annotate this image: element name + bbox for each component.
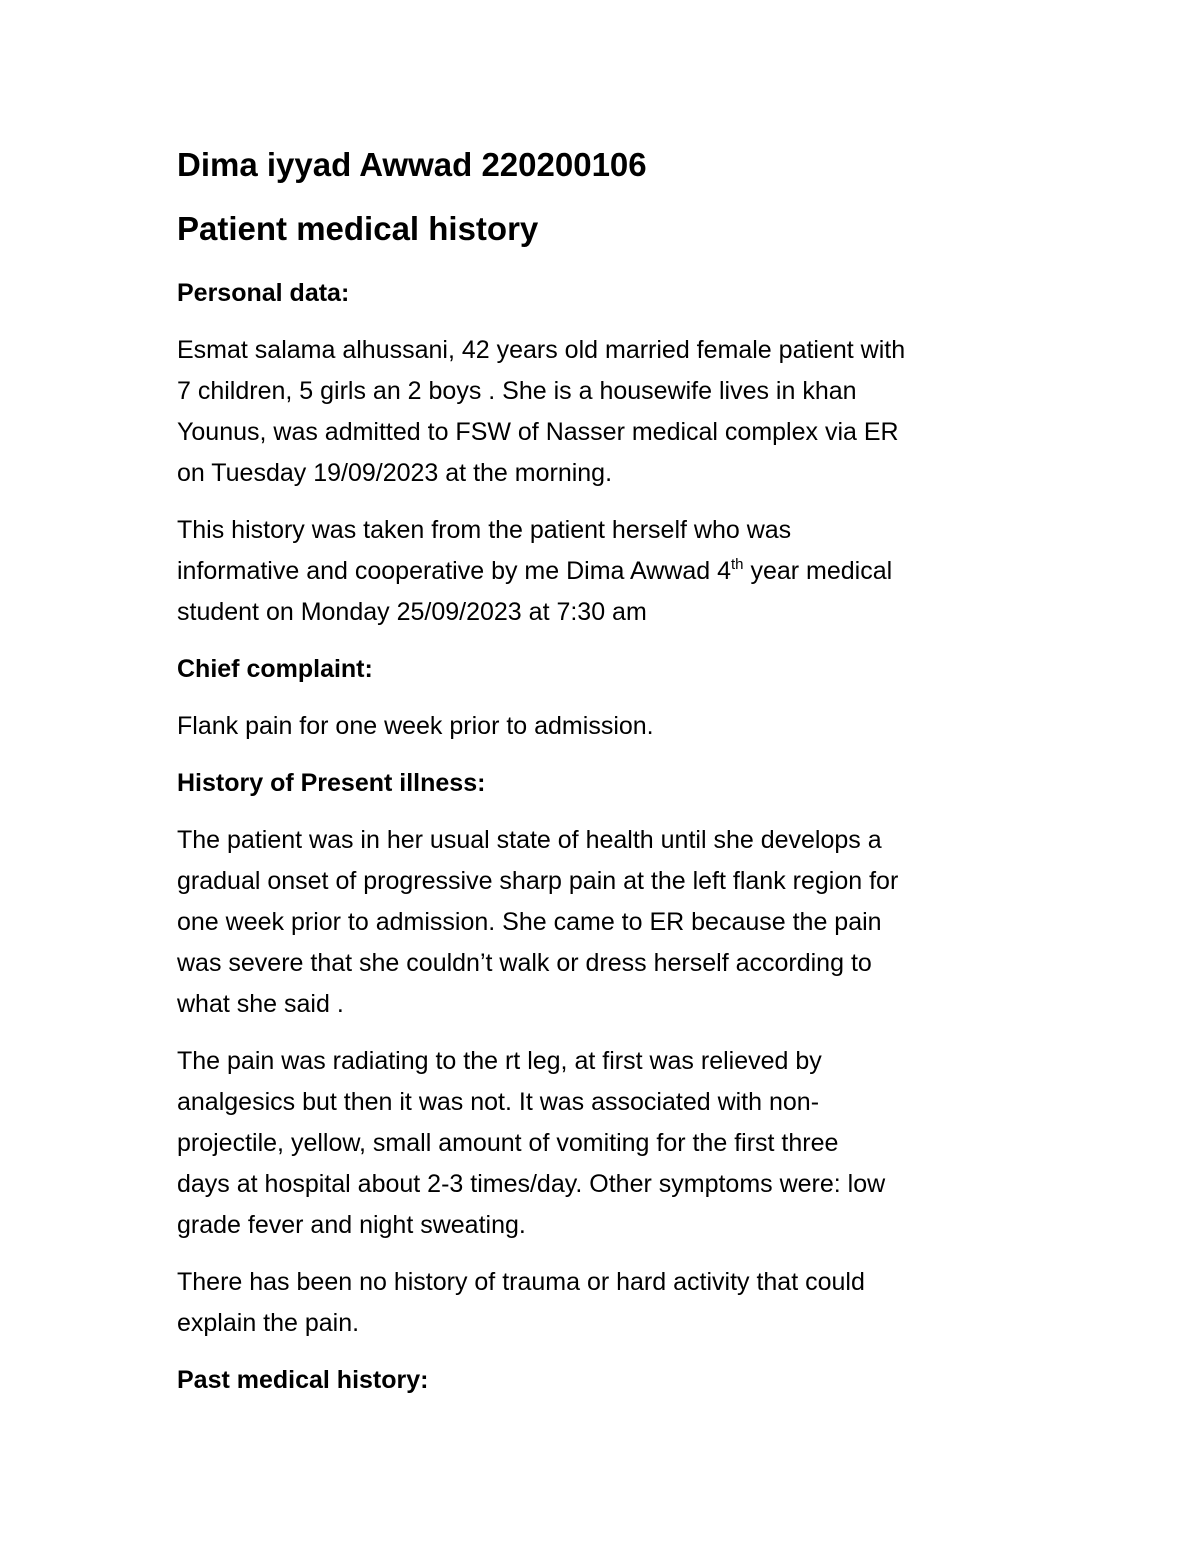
personal-data-paragraph: [177, 330, 1027, 494]
text-line: The pain was radiating to the rt leg, at first was relieved by: [177, 1047, 822, 1075]
hpi-heading: History of Present illness:: [177, 769, 486, 797]
text-line: Esmat salama alhussani, 42 years old married female patient with: [177, 336, 906, 364]
text-line: [177, 551, 1027, 592]
document-body: [177, 143, 1027, 1417]
text-line: The patient was in her usual state of health until she develops a: [177, 826, 882, 854]
chief-complaint-paragraph: [177, 706, 1027, 747]
text-line: gradual onset of progressive sharp pain at the left flank region for: [177, 867, 899, 895]
text-fragment: informative and cooperative by me Dima Awwad 4: [177, 557, 731, 585]
chief-complaint-heading: Chief complaint:: [177, 655, 373, 683]
text-line: grade fever and night sweating.: [177, 1211, 526, 1239]
past-medical-history-heading: Past medical history:: [177, 1366, 429, 1394]
text-line: Flank pain for one week prior to admission.: [177, 712, 654, 740]
author-line: Dima iyyad Awwad 220200106: [177, 146, 647, 183]
text-line: Younus, was admitted to FSW of Nasser medical complex via ER: [177, 418, 899, 446]
ordinal-superscript: th: [730, 556, 744, 573]
text-line: analgesics but then it was not. It was associated with non-: [177, 1088, 820, 1116]
history-source-paragraph: [177, 510, 1027, 633]
hpi-paragraph-3: [177, 1262, 1027, 1344]
hpi-paragraph-2: [177, 1041, 1027, 1246]
text-line: was severe that she couldn’t walk or dress herself according to: [177, 949, 872, 977]
hpi-paragraph-1: [177, 820, 1027, 1025]
text-line: 7 children, 5 girls an 2 boys . She is a housewife lives in khan: [177, 377, 857, 405]
text-line: projectile, yellow, small amount of vomiting for the first three: [177, 1129, 839, 1157]
text-line: days at hospital about 2-3 times/day. Other symptoms were: low: [177, 1170, 886, 1198]
text-line: explain the pain.: [177, 1309, 360, 1337]
personal-data-heading: Personal data:: [177, 279, 350, 307]
text-line: one week prior to admission. She came to ER because the pain: [177, 908, 882, 936]
page-title: Patient medical history: [177, 210, 539, 247]
text-line: what she said .: [177, 990, 344, 1018]
text-line: student on Monday 25/09/2023 at 7:30 am: [177, 598, 647, 626]
text-fragment: year medical: [743, 557, 893, 585]
text-line: This history was taken from the patient herself who was: [177, 516, 792, 544]
text-line: There has been no history of trauma or hard activity that could: [177, 1268, 865, 1296]
text-line: on Tuesday 19/09/2023 at the morning.: [177, 459, 613, 487]
